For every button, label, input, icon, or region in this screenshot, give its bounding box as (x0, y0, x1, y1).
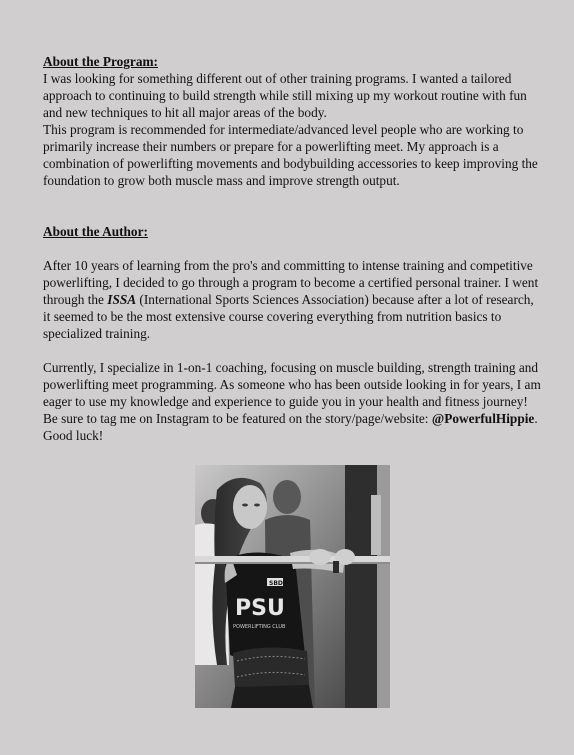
author-paragraph-1-start: After 10 years of learning from the pro's and committing to intense training and competitive powerlifting, I decided to go through a program to become a certified personal trainer. I went through the (43, 258, 539, 307)
author-lifting-photo (195, 465, 390, 708)
document-body (43, 53, 543, 444)
instagram-handle: @PowerfulHippie (431, 411, 535, 426)
program-heading: About the Program: (43, 54, 158, 69)
author-paragraph-2 (43, 359, 543, 444)
section-spacer (43, 189, 543, 223)
author-paragraph-2-start: Currently, I specialize in 1-on-1 coaching, focusing on muscle building, strength training and powerlifting meet programming. As someone who has been outside looking in for years, I am eager to use my knowledge and experience to guide you in your health and fitness journey! Be sure to tag me on Instagram to be featured on the story/page/website: (43, 360, 541, 426)
author-paragraph-2-end: . Good luck! (43, 411, 538, 443)
sbd-badge-text: SBD (269, 580, 283, 587)
paragraph-spacer (43, 342, 543, 359)
singlet-text: PSU (235, 596, 285, 621)
author-heading: About the Author: (43, 224, 148, 239)
author-paragraph-1-end: (International Sports Sciences Association) because after a lot of research, it seemed to be the most extensive course covering everything from nutrition basics to specialized training. (43, 292, 534, 341)
issa-emphasis: ISSA (107, 292, 137, 307)
club-text: POWERLIFTING CLUB (233, 624, 286, 630)
paragraph-spacer (43, 240, 543, 257)
program-paragraph-1: I was looking for something different out of other training programs. I wanted a tailored approach to continuing to build strength while still mixing up my workout routine with fun and new techniques to hit all major areas of the body. (43, 71, 527, 120)
author-paragraph-1 (43, 257, 543, 342)
program-paragraph-2: This program is recommended for intermediate/advanced level people who are working to primarily increase their numbers or prepare for a powerlifting meet. My approach is a combination of powerlifting movements and bodybuilding accessories to keep improving the foundation to grow both muscle mass and improve strength output. (43, 122, 538, 188)
